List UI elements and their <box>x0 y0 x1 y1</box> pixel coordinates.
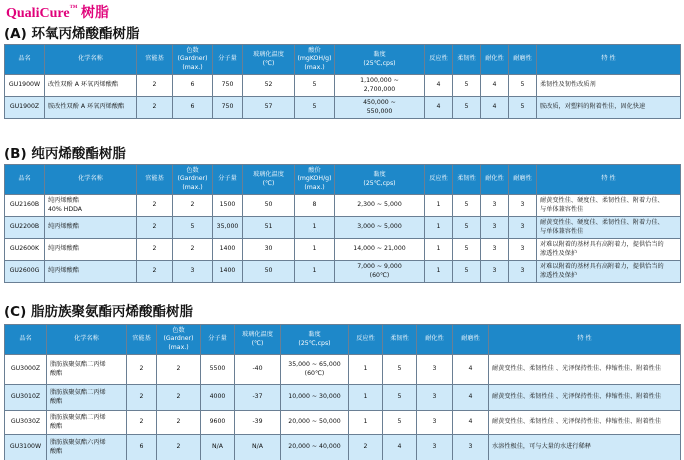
section-title-c: (C) 脂肪族聚氨酯丙烯酸酯树脂 <box>4 304 193 320</box>
table-cell: GU2200B <box>5 217 45 239</box>
table-cell: 50 <box>243 195 295 217</box>
column-header: 反应性 <box>349 325 383 355</box>
table-cell: 3 <box>417 385 453 411</box>
table-cell: 2 <box>137 217 173 239</box>
column-header: 玻璃化温度 (℃) <box>243 165 295 195</box>
table-cell: 4 <box>453 411 489 435</box>
table-aliphatic-urethane-acrylate <box>4 324 681 460</box>
column-header: 品名 <box>5 325 47 355</box>
column-header: 黏度 (25℃,cps) <box>335 45 425 75</box>
table-cell: 30 <box>243 239 295 261</box>
column-header: 柔韧性 <box>383 325 417 355</box>
table-cell: 柔韧性及韧性改质剂 <box>537 75 681 97</box>
table-cell: 1 <box>295 239 335 261</box>
table-cell: 2 <box>173 195 213 217</box>
column-header: 耐磨性 <box>509 45 537 75</box>
table-cell: 1,100,000 ~ 2,700,000 <box>335 75 425 97</box>
table-cell: 4 <box>481 97 509 119</box>
table-cell: 2 <box>137 239 173 261</box>
table-cell: 8 <box>295 195 335 217</box>
table-cell: 5 <box>509 75 537 97</box>
table-cell: 5 <box>453 261 481 283</box>
table-cell: 1 <box>349 385 383 411</box>
table-cell: N/A <box>235 435 281 460</box>
table-cell: 1400 <box>213 261 243 283</box>
table-row <box>5 411 681 435</box>
table-row <box>5 239 681 261</box>
table-row <box>5 355 681 385</box>
table-cell: 1 <box>295 261 335 283</box>
table-cell: 4 <box>425 97 453 119</box>
column-header: 官能基 <box>127 325 157 355</box>
table-cell: 5 <box>383 411 417 435</box>
table-cell: 1 <box>425 239 453 261</box>
table-cell: 3 <box>173 261 213 283</box>
table-cell: 2 <box>127 411 157 435</box>
table-cell: 5500 <box>201 355 235 385</box>
table-row <box>5 217 681 239</box>
table-cell: 1 <box>425 217 453 239</box>
table-cell: 2 <box>137 75 173 97</box>
table-cell: 450,000 ~ 550,000 <box>335 97 425 119</box>
table-cell: 纯丙烯酸酯 40% HDDA <box>45 195 137 217</box>
table-cell: 35,000 ~ 65,000 (60℃) <box>281 355 349 385</box>
table-cell: 6 <box>173 75 213 97</box>
table-cell: 2 <box>157 435 201 460</box>
column-header: 反应性 <box>425 165 453 195</box>
table-cell: 纯丙烯酸酯 <box>45 261 137 283</box>
table-cell: 耐黄变性佳、柔韧性佳 、光泽保持性佳、伸缩性佳、附着性佳 <box>489 355 681 385</box>
table-cell: GU2600G <box>5 261 45 283</box>
table-cell: 1 <box>295 217 335 239</box>
table-cell: GU2600K <box>5 239 45 261</box>
table-cell: 5 <box>453 75 481 97</box>
column-header: 分子量 <box>213 45 243 75</box>
table-cell: GU1900Z <box>5 97 45 119</box>
column-header: 酸价 (mgKOH/g) (max.) <box>295 45 335 75</box>
section-title-a: (A) 环氧丙烯酸酯树脂 <box>4 26 140 42</box>
table-cell: 脂肪族聚氨酯二丙烯 酸酯 <box>47 355 127 385</box>
table-cell: 5 <box>453 97 481 119</box>
column-header: 特 性 <box>537 165 681 195</box>
table-cell: 3,000 ~ 5,000 <box>335 217 425 239</box>
table-cell: N/A <box>201 435 235 460</box>
column-header: 化学名称 <box>45 165 137 195</box>
table-cell: 10,000 ~ 30,000 <box>281 385 349 411</box>
table-cell: 20,000 ~ 50,000 <box>281 411 349 435</box>
table-cell: -39 <box>235 411 281 435</box>
column-header: 耐磨性 <box>509 165 537 195</box>
table-cell: 2 <box>349 435 383 460</box>
table-row <box>5 97 681 119</box>
table-cell: 纯丙烯酸酯 <box>45 239 137 261</box>
table-cell: 耐黄变性佳、柔韧性佳 、光泽保持性佳、伸缩性佳、附着性佳 <box>489 411 681 435</box>
column-header: 酸价 (mgKOH/g) (max.) <box>295 165 335 195</box>
table-cell: 6 <box>127 435 157 460</box>
table-cell: 5 <box>509 97 537 119</box>
column-header: 黏度 (25℃,cps) <box>335 165 425 195</box>
table-cell: 2 <box>127 355 157 385</box>
table-cell: 3 <box>481 239 509 261</box>
table-cell: 3 <box>509 239 537 261</box>
table-cell: 2,300 ~ 5,000 <box>335 195 425 217</box>
table-cell: 对难以附着的基材具有高附着力，提供恰当的 渗透性及保护 <box>537 261 681 283</box>
table-cell: GU3100W <box>5 435 47 460</box>
table-row <box>5 435 681 460</box>
table-cell: 3 <box>417 435 453 460</box>
table-cell: 脂肪族聚氨酯六丙烯 酸酯 <box>47 435 127 460</box>
table-cell: 3 <box>481 261 509 283</box>
table-pure-acrylate <box>4 164 681 283</box>
table-cell: 耐黄变性佳、硬度佳、柔韧性佳、附着力佳、 与单体兼容性佳 <box>537 195 681 217</box>
table-cell: 6 <box>173 97 213 119</box>
table-cell: 纯丙烯酸酯 <box>45 217 137 239</box>
column-header: 柔韧性 <box>453 165 481 195</box>
table-epoxy-acrylate <box>4 44 681 119</box>
table-cell: 4 <box>453 355 489 385</box>
column-header: 反应性 <box>425 45 453 75</box>
table-cell: 4000 <box>201 385 235 411</box>
column-header: 黏度 (25℃,cps) <box>281 325 349 355</box>
table-cell: 3 <box>417 411 453 435</box>
column-header: 色数 (Gardner) (max.) <box>157 325 201 355</box>
column-header: 品名 <box>5 45 45 75</box>
table-cell: 1 <box>425 261 453 283</box>
table-cell: 2 <box>127 385 157 411</box>
table-cell: 1500 <box>213 195 243 217</box>
table-cell: GU3000Z <box>5 355 47 385</box>
table-cell: 4 <box>383 435 417 460</box>
column-header: 耐化性 <box>481 165 509 195</box>
column-header: 品名 <box>5 165 45 195</box>
column-header: 官能基 <box>137 45 173 75</box>
column-header: 玻璃化温度 (℃) <box>235 325 281 355</box>
table-cell: -37 <box>235 385 281 411</box>
table-cell: 4 <box>425 75 453 97</box>
table-cell: 2 <box>137 195 173 217</box>
table-row <box>5 195 681 217</box>
table-cell: GU3010Z <box>5 385 47 411</box>
table-cell: GU2160B <box>5 195 45 217</box>
table-cell: 20,000 ~ 40,000 <box>281 435 349 460</box>
table-cell: 水溶性极佳，可与大量的水进行稀释 <box>489 435 681 460</box>
table-cell: 2 <box>173 239 213 261</box>
table-cell: 5 <box>453 217 481 239</box>
column-header: 耐化性 <box>481 45 509 75</box>
table-cell: 3 <box>481 217 509 239</box>
table-cell: GU3030Z <box>5 411 47 435</box>
table-cell: 2 <box>157 411 201 435</box>
table-cell: 750 <box>213 75 243 97</box>
table-header-row <box>5 45 681 75</box>
table-cell: 胺改性双酚 A 环氧丙烯酸酯 <box>45 97 137 119</box>
table-cell: -40 <box>235 355 281 385</box>
column-header: 化学名称 <box>45 45 137 75</box>
column-header: 柔韧性 <box>453 45 481 75</box>
column-header: 色数 (Gardner) (max.) <box>173 165 213 195</box>
table-cell: 3 <box>509 195 537 217</box>
column-header: 化学名称 <box>47 325 127 355</box>
table-cell: 1 <box>425 195 453 217</box>
table-row <box>5 75 681 97</box>
table-cell: 7,000 ~ 9,000 (60℃) <box>335 261 425 283</box>
column-header: 色数 (Gardner) (max.) <box>173 45 213 75</box>
table-cell: 耐黄变性佳、硬度佳、柔韧性佳、附着力佳、 与单体兼容性佳 <box>537 217 681 239</box>
table-cell: 耐黄变性佳、柔韧性佳 、光泽保持性佳、伸缩性佳、附着性佳 <box>489 385 681 411</box>
table-cell: 14,000 ~ 21,000 <box>335 239 425 261</box>
table-cell: 2 <box>137 97 173 119</box>
table-cell: GU1900W <box>5 75 45 97</box>
table-cell: 4 <box>481 75 509 97</box>
table-cell: 50 <box>243 261 295 283</box>
table-cell: 4 <box>453 385 489 411</box>
table-cell: 57 <box>243 97 295 119</box>
table-cell: 5 <box>453 239 481 261</box>
column-header: 玻璃化温度 (℃) <box>243 45 295 75</box>
table-cell: 3 <box>453 435 489 460</box>
table-cell: 5 <box>383 385 417 411</box>
table-cell: 3 <box>509 217 537 239</box>
table-cell: 35,000 <box>213 217 243 239</box>
column-header: 官能基 <box>137 165 173 195</box>
column-header: 特 性 <box>489 325 681 355</box>
section-title-b: (B) 纯丙烯酸酯树脂 <box>4 146 126 162</box>
column-header: 特 性 <box>537 45 681 75</box>
table-cell: 1 <box>349 355 383 385</box>
table-cell: 脂肪族聚氨酯二丙烯 酸酯 <box>47 385 127 411</box>
brand-title: QualiCure™ 树脂 <box>6 3 110 21</box>
table-cell: 5 <box>295 97 335 119</box>
table-row <box>5 261 681 283</box>
table-cell: 1 <box>349 411 383 435</box>
table-cell: 750 <box>213 97 243 119</box>
table-cell: 胺改质，对塑料的附着性佳，固化快速 <box>537 97 681 119</box>
table-cell: 改性双酚 A 环氧丙烯酸酯 <box>45 75 137 97</box>
column-header: 分子量 <box>213 165 243 195</box>
table-header-row <box>5 325 681 355</box>
table-cell: 5 <box>383 355 417 385</box>
table-row <box>5 385 681 411</box>
table-cell: 9600 <box>201 411 235 435</box>
table-cell: 52 <box>243 75 295 97</box>
table-cell: 2 <box>157 355 201 385</box>
table-cell: 2 <box>137 261 173 283</box>
table-cell: 5 <box>173 217 213 239</box>
table-cell: 3 <box>509 261 537 283</box>
table-header-row <box>5 165 681 195</box>
table-cell: 5 <box>453 195 481 217</box>
table-cell: 1400 <box>213 239 243 261</box>
table-cell: 对难以附着的基材具有高附着力，提供恰当的 渗透性及保护 <box>537 239 681 261</box>
column-header: 分子量 <box>201 325 235 355</box>
column-header: 耐化性 <box>417 325 453 355</box>
table-cell: 脂肪族聚氨酯二丙烯 酸酯 <box>47 411 127 435</box>
table-cell: 3 <box>481 195 509 217</box>
table-cell: 51 <box>243 217 295 239</box>
column-header: 耐磨性 <box>453 325 489 355</box>
table-cell: 2 <box>157 385 201 411</box>
table-cell: 3 <box>417 355 453 385</box>
table-cell: 5 <box>295 75 335 97</box>
